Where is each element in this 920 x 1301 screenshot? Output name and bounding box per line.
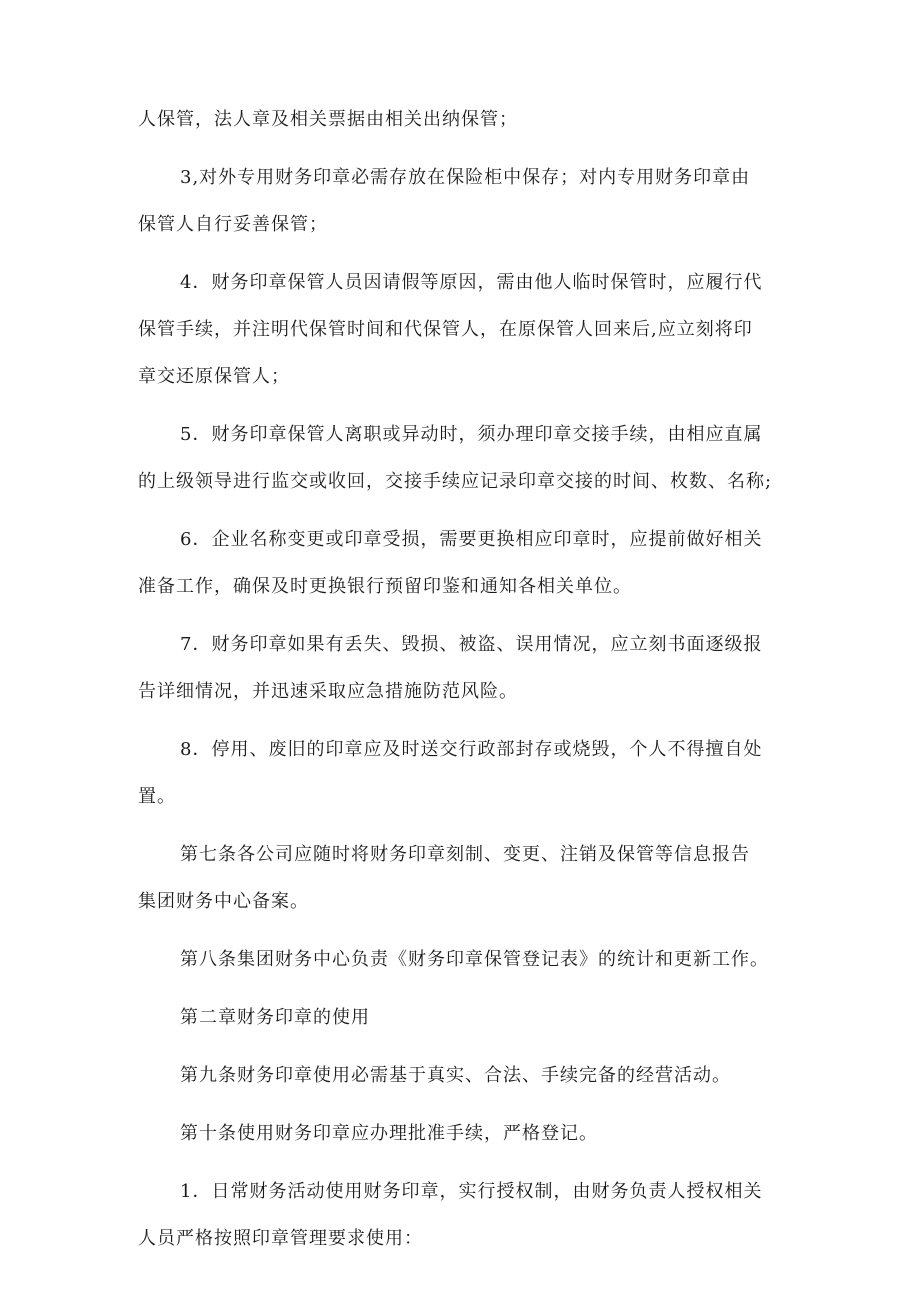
- text-line: 人保管，法人章及相关票据由相关出纳保管；: [138, 109, 518, 130]
- text-line: 1．日常财务活动使用财务印章，实行授权制，由财务负责人授权相关: [180, 1181, 763, 1202]
- text-line: 保管人自行妥善保管；: [138, 214, 328, 235]
- document-body: [138, 96, 798, 1273]
- paragraph-item-1: [138, 1168, 798, 1262]
- paragraph-item-6: [138, 516, 798, 610]
- text-line: 第二章财务印章的使用: [180, 1007, 370, 1028]
- text-line: 人员严格按照印章管理要求使用：: [138, 1228, 423, 1249]
- text-line: 第九条财务印章使用必需基于真实、合法、手续完备的经营活动。: [180, 1065, 731, 1086]
- text-line: 准备工作，确保及时更换银行预留印鉴和通知各相关单位。: [138, 576, 632, 597]
- text-line: 集团财务中心备案。: [138, 891, 309, 912]
- paragraph-item-8: [138, 726, 798, 820]
- text-line: 保管手续，并注明代保管时间和代保管人，在原保管人回来后,应立刻将印: [138, 319, 753, 340]
- paragraph-article-8: [138, 936, 798, 983]
- paragraph-article-7: [138, 831, 798, 925]
- paragraph-article-10: [138, 1110, 798, 1157]
- paragraph-item-7: [138, 621, 798, 715]
- text-line: 章交还原保管人；: [138, 366, 290, 387]
- text-line: 7．财务印章如果有丢失、毁损、被盗、误用情况，应立刻书面逐级报: [180, 634, 763, 655]
- text-line: 3,对外专用财务印章必需存放在保险柜中保存；对内专用财务印章由: [180, 167, 751, 188]
- paragraph-item-4: [138, 259, 798, 400]
- text-line: 8．停用、废旧的印章应及时送交行政部封存或烧毁，个人不得擅自处: [180, 739, 763, 760]
- text-line: 6．企业名称变更或印章受损，需要更换相应印章时，应提前做好相关: [180, 529, 763, 550]
- paragraph-article-9: [138, 1052, 798, 1099]
- text-line: 第十条使用财务印章应办理批准手续，严格登记。: [180, 1123, 598, 1144]
- paragraph-item-3: [138, 154, 798, 248]
- text-line: 4．财务印章保管人员因请假等原因，需由他人临时保管时，应履行代: [180, 272, 763, 293]
- text-line: 5．财务印章保管人离职或异动时，须办理印章交接手续，由相应直属: [180, 424, 763, 445]
- chapter-heading: [138, 994, 798, 1041]
- paragraph-item-5: [138, 411, 798, 505]
- text-line: 第七条各公司应随时将财务印章刻制、变更、注销及保管等信息报告: [180, 844, 750, 865]
- text-line: 置。: [138, 786, 176, 807]
- text-line: 的上级领导进行监交或收回，交接手续应记录印章交接的时间、枚数、名称;: [138, 471, 773, 492]
- text-line: 告详细情况，并迅速采取应急措施防范风险。: [138, 681, 518, 702]
- text-line: 第八条集团财务中心负责《财务印章保管登记表》的统计和更新工作。: [180, 949, 769, 970]
- paragraph-continuation: [138, 96, 798, 143]
